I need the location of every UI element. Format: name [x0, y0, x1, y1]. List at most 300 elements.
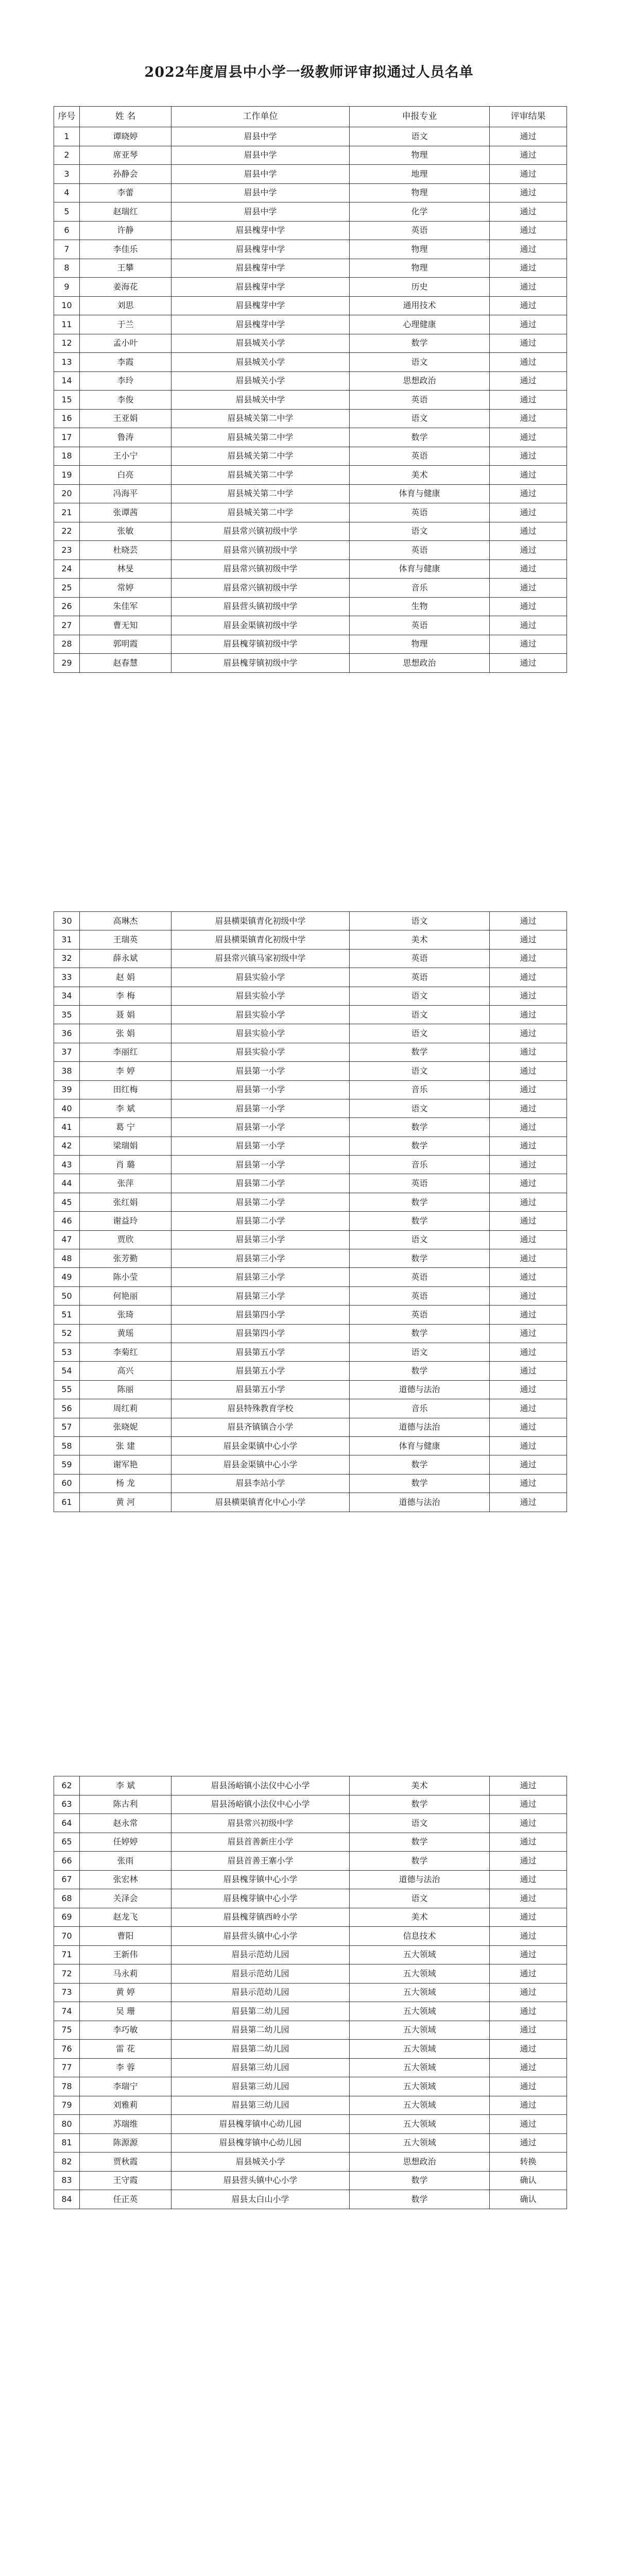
workplace: 眉县第三小学 — [171, 1230, 350, 1249]
table-row — [54, 1137, 567, 1155]
header-index: 序号 — [54, 107, 80, 127]
teacher-name: 王攀 — [80, 259, 171, 278]
subject: 英语 — [350, 949, 490, 968]
row-index: 70 — [54, 1927, 80, 1946]
workplace: 眉县实验小学 — [171, 1043, 350, 1061]
result: 通过 — [490, 1286, 567, 1305]
teacher-name: 赵春慧 — [80, 654, 171, 673]
row-index: 6 — [54, 221, 80, 240]
table-row — [54, 2190, 567, 2209]
workplace: 眉县城关小学 — [171, 353, 350, 372]
table-row — [54, 1870, 567, 1889]
teacher-name: 何艳丽 — [80, 1286, 171, 1305]
result: 通过 — [490, 912, 567, 930]
workplace: 眉县首善新庄小学 — [171, 1833, 350, 1852]
subject: 数学 — [350, 2190, 490, 2209]
teacher-name: 苏瑞维 — [80, 2115, 171, 2134]
table-row — [54, 1455, 567, 1474]
row-index: 81 — [54, 2133, 80, 2153]
teacher-name: 张萍 — [80, 1174, 171, 1193]
teacher-name: 冯海平 — [80, 484, 171, 503]
row-index: 41 — [54, 1118, 80, 1137]
table-row — [54, 2171, 567, 2190]
table-row — [54, 1889, 567, 1908]
subject: 语文 — [350, 409, 490, 428]
result: 通过 — [490, 1193, 567, 1211]
table-row — [54, 334, 567, 353]
row-index: 56 — [54, 1399, 80, 1418]
subject: 思想政治 — [350, 371, 490, 391]
row-index: 25 — [54, 579, 80, 598]
row-index: 60 — [54, 1474, 80, 1493]
table-row — [54, 1983, 567, 2002]
subject: 通用技术 — [350, 296, 490, 315]
workplace: 眉县实验小学 — [171, 1024, 350, 1043]
result: 通过 — [490, 1043, 567, 1061]
result: 通过 — [490, 1870, 567, 1889]
row-index: 55 — [54, 1380, 80, 1399]
workplace: 眉县第二幼儿园 — [171, 2002, 350, 2021]
workplace: 眉县常兴镇初级中学 — [171, 522, 350, 541]
row-index: 40 — [54, 1099, 80, 1117]
workplace: 眉县槐芽中学 — [171, 315, 350, 334]
subject: 英语 — [350, 1174, 490, 1193]
table-row — [54, 1306, 567, 1324]
result: 通过 — [490, 2115, 567, 2134]
subject: 语文 — [350, 1889, 490, 1908]
teacher-name: 张雨 — [80, 1852, 171, 1871]
results-table-part-1 — [54, 106, 567, 673]
subject: 语文 — [350, 1062, 490, 1080]
table-row — [54, 1908, 567, 1927]
row-index: 79 — [54, 2096, 80, 2115]
workplace: 眉县中学 — [171, 202, 350, 222]
row-index: 2 — [54, 146, 80, 165]
table-row — [54, 146, 567, 165]
row-index: 66 — [54, 1852, 80, 1871]
result: 通过 — [490, 2096, 567, 2115]
row-index: 83 — [54, 2171, 80, 2190]
subject: 数学 — [350, 1193, 490, 1211]
workplace: 眉县营头镇中心小学 — [171, 2171, 350, 2190]
result: 确认 — [490, 2171, 567, 2190]
result: 通过 — [490, 1908, 567, 1927]
row-index: 61 — [54, 1493, 80, 1512]
row-index: 80 — [54, 2115, 80, 2134]
row-index: 14 — [54, 371, 80, 391]
header-name: 姓 名 — [80, 107, 171, 127]
row-index: 9 — [54, 278, 80, 297]
result: 通过 — [490, 1964, 567, 1984]
row-index: 53 — [54, 1343, 80, 1361]
workplace: 眉县中学 — [171, 165, 350, 184]
teacher-name: 鲁涛 — [80, 428, 171, 447]
document-title: 2022年度眉县中小学一级教师评审拟通过人员名单 — [144, 64, 474, 80]
teacher-name: 谢益玲 — [80, 1212, 171, 1230]
row-index: 48 — [54, 1249, 80, 1268]
workplace: 眉县第三小学 — [171, 1249, 350, 1268]
row-index: 43 — [54, 1156, 80, 1174]
teacher-name: 陈小莹 — [80, 1268, 171, 1286]
row-index: 68 — [54, 1889, 80, 1908]
row-index: 51 — [54, 1306, 80, 1324]
subject: 美术 — [350, 1908, 490, 1927]
result: 通过 — [490, 2077, 567, 2096]
result: 通过 — [490, 1380, 567, 1399]
table-row — [54, 1343, 567, 1361]
workplace: 眉县太白山小学 — [171, 2190, 350, 2209]
table-row — [54, 912, 567, 930]
result: 通过 — [490, 1945, 567, 1964]
teacher-name: 李菊红 — [80, 1343, 171, 1361]
workplace: 眉县金渠镇中心小学 — [171, 1455, 350, 1474]
row-index: 42 — [54, 1137, 80, 1155]
result: 通过 — [490, 353, 567, 372]
teacher-name: 王守霞 — [80, 2171, 171, 2190]
workplace: 眉县齐镇镇合小学 — [171, 1418, 350, 1436]
row-index: 34 — [54, 987, 80, 1005]
subject: 五大领域 — [350, 2002, 490, 2021]
result: 通过 — [490, 1343, 567, 1361]
row-index: 19 — [54, 466, 80, 485]
row-index: 30 — [54, 912, 80, 930]
workplace: 眉县第一小学 — [171, 1137, 350, 1155]
teacher-name: 谭晓婷 — [80, 127, 171, 146]
workplace: 眉县城关小学 — [171, 371, 350, 391]
teacher-name: 雷 花 — [80, 2040, 171, 2059]
row-index: 58 — [54, 1436, 80, 1455]
teacher-name: 薛永斌 — [80, 949, 171, 968]
teacher-name: 赵 娟 — [80, 968, 171, 987]
header-workplace: 工作单位 — [171, 107, 350, 127]
row-index: 10 — [54, 296, 80, 315]
table-row — [54, 2096, 567, 2115]
teacher-name: 任婷婷 — [80, 1833, 171, 1852]
row-index: 20 — [54, 484, 80, 503]
table-row — [54, 2002, 567, 2021]
workplace: 眉县金渠镇中心小学 — [171, 1436, 350, 1455]
row-index: 11 — [54, 315, 80, 334]
result: 通过 — [490, 1268, 567, 1286]
table-row — [54, 1024, 567, 1043]
subject: 数学 — [350, 1043, 490, 1061]
subject: 英语 — [350, 541, 490, 560]
table-row — [54, 968, 567, 987]
subject: 数学 — [350, 1249, 490, 1268]
teacher-name: 高兴 — [80, 1362, 171, 1380]
teacher-name: 曹无知 — [80, 616, 171, 635]
table-row — [54, 447, 567, 466]
subject: 五大领域 — [350, 2115, 490, 2134]
subject: 信息技术 — [350, 1927, 490, 1946]
row-index: 36 — [54, 1024, 80, 1043]
table-row — [54, 987, 567, 1005]
subject: 英语 — [350, 968, 490, 987]
table-row — [54, 315, 567, 334]
table-row — [54, 484, 567, 503]
workplace: 眉县中学 — [171, 127, 350, 146]
teacher-name: 曹阳 — [80, 1927, 171, 1946]
teacher-name: 黄 婷 — [80, 1983, 171, 2002]
table-row — [54, 1852, 567, 1871]
workplace: 眉县第二小学 — [171, 1212, 350, 1230]
table-row — [54, 1286, 567, 1305]
subject: 历史 — [350, 278, 490, 297]
workplace: 眉县示范幼儿园 — [171, 1945, 350, 1964]
workplace: 眉县槐芽镇中心幼儿园 — [171, 2133, 350, 2153]
table-row — [54, 2133, 567, 2153]
row-index: 18 — [54, 447, 80, 466]
subject: 体育与健康 — [350, 1436, 490, 1455]
workplace: 眉县第五小学 — [171, 1343, 350, 1361]
table-row — [54, 2153, 567, 2172]
subject: 英语 — [350, 1286, 490, 1305]
row-index: 17 — [54, 428, 80, 447]
teacher-name: 田红梅 — [80, 1080, 171, 1099]
subject: 数学 — [350, 1212, 490, 1230]
workplace: 眉县首善王寨小学 — [171, 1852, 350, 1871]
result: 通过 — [490, 560, 567, 579]
result: 通过 — [490, 1230, 567, 1249]
workplace: 眉县常兴镇初级中学 — [171, 579, 350, 598]
workplace: 眉县第二小学 — [171, 1174, 350, 1193]
teacher-name: 李玲 — [80, 371, 171, 391]
row-index: 12 — [54, 334, 80, 353]
subject: 英语 — [350, 221, 490, 240]
teacher-name: 常婷 — [80, 579, 171, 598]
subject: 语文 — [350, 1230, 490, 1249]
subject: 物理 — [350, 146, 490, 165]
workplace: 眉县常兴镇马家初级中学 — [171, 949, 350, 968]
result: 通过 — [490, 1249, 567, 1268]
row-index: 35 — [54, 1005, 80, 1024]
table-row — [54, 278, 567, 297]
subject: 数学 — [350, 2171, 490, 2190]
result: 通过 — [490, 165, 567, 184]
table-row — [54, 949, 567, 968]
subject: 心理健康 — [350, 315, 490, 334]
table-row — [54, 221, 567, 240]
table-row — [54, 654, 567, 673]
teacher-name: 杨 龙 — [80, 1474, 171, 1493]
subject: 思想政治 — [350, 2153, 490, 2172]
result: 通过 — [490, 949, 567, 968]
row-index: 52 — [54, 1324, 80, 1343]
result: 通过 — [490, 1983, 567, 2002]
row-index: 31 — [54, 930, 80, 949]
result: 通过 — [490, 409, 567, 428]
workplace: 眉县金渠镇初级中学 — [171, 616, 350, 635]
subject: 语文 — [350, 1024, 490, 1043]
teacher-name: 李俊 — [80, 391, 171, 410]
row-index: 76 — [54, 2040, 80, 2059]
result: 通过 — [490, 334, 567, 353]
teacher-name: 王小宁 — [80, 447, 171, 466]
subject: 体育与健康 — [350, 560, 490, 579]
row-index: 28 — [54, 635, 80, 654]
row-index: 15 — [54, 391, 80, 410]
workplace: 眉县横渠镇青化中心小学 — [171, 1493, 350, 1512]
subject: 语文 — [350, 1099, 490, 1117]
subject: 音乐 — [350, 1156, 490, 1174]
row-index: 5 — [54, 202, 80, 222]
table-header-row — [54, 107, 567, 127]
workplace: 眉县实验小学 — [171, 968, 350, 987]
row-index: 8 — [54, 259, 80, 278]
table-row — [54, 1118, 567, 1137]
result: 通过 — [490, 1455, 567, 1474]
workplace: 眉县中学 — [171, 146, 350, 165]
subject: 英语 — [350, 1268, 490, 1286]
result: 通过 — [490, 1776, 567, 1795]
result: 通过 — [490, 968, 567, 987]
table-row — [54, 353, 567, 372]
table-row — [54, 1399, 567, 1418]
subject: 音乐 — [350, 1399, 490, 1418]
teacher-name: 张晓妮 — [80, 1418, 171, 1436]
teacher-name: 张宏林 — [80, 1870, 171, 1889]
result: 通过 — [490, 2021, 567, 2040]
row-index: 73 — [54, 1983, 80, 2002]
workplace: 眉县城关第二中学 — [171, 484, 350, 503]
result: 通过 — [490, 2133, 567, 2153]
result: 通过 — [490, 1024, 567, 1043]
teacher-name: 席亚琴 — [80, 146, 171, 165]
teacher-name: 贾秋霞 — [80, 2153, 171, 2172]
subject: 五大领域 — [350, 1945, 490, 1964]
teacher-name: 梁瑞娟 — [80, 1137, 171, 1155]
table-row — [54, 1268, 567, 1286]
subject: 语文 — [350, 987, 490, 1005]
result: 通过 — [490, 522, 567, 541]
teacher-name: 李 斌 — [80, 1099, 171, 1117]
subject: 数学 — [350, 1362, 490, 1380]
table-row — [54, 1362, 567, 1380]
teacher-name: 高琳杰 — [80, 912, 171, 930]
table-row — [54, 1249, 567, 1268]
table-row — [54, 1418, 567, 1436]
workplace: 眉县第五小学 — [171, 1362, 350, 1380]
result: 通过 — [490, 1306, 567, 1324]
result: 通过 — [490, 371, 567, 391]
table-row — [54, 1380, 567, 1399]
workplace: 眉县槐芽镇中心小学 — [171, 1870, 350, 1889]
subject: 数学 — [350, 428, 490, 447]
table-row — [54, 1043, 567, 1061]
teacher-name: 李丽红 — [80, 1043, 171, 1061]
workplace: 眉县营头镇中心小学 — [171, 1927, 350, 1946]
teacher-name: 郭明霞 — [80, 635, 171, 654]
row-index: 84 — [54, 2190, 80, 2209]
row-index: 39 — [54, 1080, 80, 1099]
result: 通过 — [490, 428, 567, 447]
result: 通过 — [490, 616, 567, 635]
subject: 五大领域 — [350, 2077, 490, 2096]
workplace: 眉县常兴镇初级中学 — [171, 541, 350, 560]
result: 通过 — [490, 1889, 567, 1908]
subject: 语文 — [350, 912, 490, 930]
result: 通过 — [490, 127, 567, 146]
workplace: 眉县第四小学 — [171, 1306, 350, 1324]
subject: 英语 — [350, 391, 490, 410]
table-row — [54, 1436, 567, 1455]
subject: 数学 — [350, 1795, 490, 1814]
subject: 数学 — [350, 1852, 490, 1871]
workplace: 眉县中学 — [171, 183, 350, 202]
table-row — [54, 1005, 567, 1024]
subject: 美术 — [350, 466, 490, 485]
row-index: 78 — [54, 2077, 80, 2096]
table-row — [54, 503, 567, 522]
teacher-name: 李霞 — [80, 353, 171, 372]
row-index: 7 — [54, 240, 80, 259]
workplace: 眉县槐芽中学 — [171, 278, 350, 297]
subject: 物理 — [350, 240, 490, 259]
workplace: 眉县槐芽中学 — [171, 221, 350, 240]
teacher-name: 陈丽 — [80, 1380, 171, 1399]
result: 确认 — [490, 2190, 567, 2209]
subject: 音乐 — [350, 1080, 490, 1099]
result: 通过 — [490, 1362, 567, 1380]
subject: 语文 — [350, 1343, 490, 1361]
teacher-name: 张红娟 — [80, 1193, 171, 1211]
result: 通过 — [490, 484, 567, 503]
table-row — [54, 1474, 567, 1493]
subject: 英语 — [350, 616, 490, 635]
table-row — [54, 127, 567, 146]
teacher-name: 周红莉 — [80, 1399, 171, 1418]
teacher-name: 张 建 — [80, 1436, 171, 1455]
result: 通过 — [490, 240, 567, 259]
teacher-name: 张 娟 — [80, 1024, 171, 1043]
result: 通过 — [490, 202, 567, 222]
subject: 数学 — [350, 1137, 490, 1155]
workplace: 眉县城关第二中学 — [171, 503, 350, 522]
subject: 五大领域 — [350, 2021, 490, 2040]
result: 通过 — [490, 1418, 567, 1436]
subject: 五大领域 — [350, 1983, 490, 2002]
table-row — [54, 635, 567, 654]
workplace: 眉县槐芽中学 — [171, 259, 350, 278]
workplace: 眉县槐芽镇初级中学 — [171, 635, 350, 654]
table-row — [54, 1964, 567, 1984]
subject: 数学 — [350, 1474, 490, 1493]
workplace: 眉县实验小学 — [171, 987, 350, 1005]
result: 通过 — [490, 315, 567, 334]
teacher-name: 贾欣 — [80, 1230, 171, 1249]
workplace: 眉县第一小学 — [171, 1099, 350, 1117]
table-row — [54, 541, 567, 560]
row-index: 82 — [54, 2153, 80, 2172]
workplace: 眉县第二幼儿园 — [171, 2040, 350, 2059]
workplace: 眉县槐芽中学 — [171, 240, 350, 259]
row-index: 4 — [54, 183, 80, 202]
results-table-part-3 — [54, 1776, 567, 2209]
table-row — [54, 1833, 567, 1852]
teacher-name: 任正英 — [80, 2190, 171, 2209]
result: 通过 — [490, 2040, 567, 2059]
result: 通过 — [490, 1399, 567, 1418]
row-index: 45 — [54, 1193, 80, 1211]
result: 通过 — [490, 183, 567, 202]
teacher-name: 赵龙飞 — [80, 1908, 171, 1927]
subject: 五大领域 — [350, 2133, 490, 2153]
table-row — [54, 1927, 567, 1946]
row-index: 75 — [54, 2021, 80, 2040]
result: 通过 — [490, 1137, 567, 1155]
header-result: 评审结果 — [490, 107, 567, 127]
subject: 五大领域 — [350, 2040, 490, 2059]
